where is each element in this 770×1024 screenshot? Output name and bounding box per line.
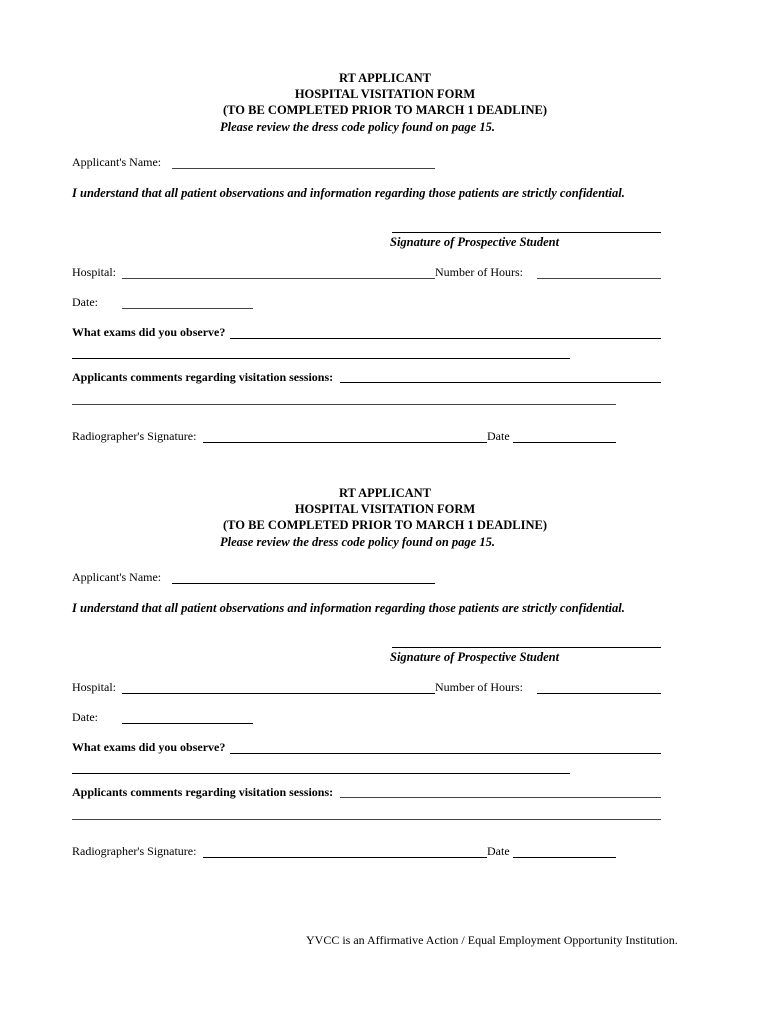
- comments-field-line2[interactable]: [72, 404, 616, 405]
- exams-field-line2[interactable]: [72, 358, 570, 359]
- confidentiality-statement: I understand that all patient observations and information regarding those patients are strictly confidential.: [72, 601, 625, 615]
- hospital-label: Hospital:: [72, 680, 116, 694]
- form-title-line3: (TO BE COMPLETED PRIOR TO MARCH 1 DEADLINE): [223, 518, 547, 532]
- form-title-line1: RT APPLICANT: [338, 486, 432, 500]
- hours-label: Number of Hours:: [435, 680, 523, 694]
- date-label: Date:: [72, 710, 98, 724]
- form-title-line2: HOSPITAL VISITATION FORM: [294, 502, 476, 516]
- confidentiality-statement: I understand that all patient observations and information regarding those patients are strictly confidential.: [72, 186, 625, 200]
- date-field[interactable]: [122, 723, 253, 724]
- radiographer-signature-label: Radiographer's Signature:: [72, 429, 197, 443]
- comments-label: Applicants comments regarding visitation sessions:: [72, 785, 334, 799]
- applicant-name-field[interactable]: [172, 583, 435, 584]
- exams-label: What exams did you observe?: [72, 325, 226, 339]
- comments-label: Applicants comments regarding visitation sessions:: [72, 370, 334, 384]
- applicant-name-field[interactable]: [172, 168, 435, 169]
- radiographer-signature-label: Radiographer's Signature:: [72, 844, 197, 858]
- applicant-name-label: Applicant's Name:: [72, 155, 162, 169]
- exams-field[interactable]: [230, 753, 661, 754]
- comments-field[interactable]: [340, 797, 661, 798]
- dress-code-note: Please review the dress code policy found on page 15.: [220, 120, 495, 134]
- hours-label: Number of Hours:: [435, 265, 523, 279]
- comments-field-line2[interactable]: [72, 819, 661, 820]
- form-title-line1: RT APPLICANT: [338, 71, 432, 85]
- date-field[interactable]: [122, 308, 253, 309]
- date2-field[interactable]: [513, 857, 616, 858]
- student-signature-caption: Signature of Prospective Student: [390, 650, 560, 664]
- visitation-form-1: [0, 0, 770, 443]
- hospital-field[interactable]: [122, 278, 435, 279]
- exams-field[interactable]: [230, 338, 661, 339]
- student-signature-caption: Signature of Prospective Student: [390, 235, 560, 249]
- date-label: Date:: [72, 295, 98, 309]
- dress-code-note: Please review the dress code policy found on page 15.: [220, 535, 495, 549]
- form-title-line2: HOSPITAL VISITATION FORM: [294, 87, 476, 101]
- date2-label: Date: [487, 844, 510, 858]
- hospital-label: Hospital:: [72, 265, 116, 279]
- exams-field-line2[interactable]: [72, 773, 570, 774]
- student-signature-field[interactable]: [392, 232, 661, 233]
- hours-field[interactable]: [537, 278, 661, 279]
- student-signature-field[interactable]: [392, 647, 661, 648]
- applicant-name-label: Applicant's Name:: [72, 570, 162, 584]
- hospital-field[interactable]: [122, 693, 435, 694]
- radiographer-signature-field[interactable]: [203, 857, 487, 858]
- date2-label: Date: [487, 429, 510, 443]
- hours-field[interactable]: [537, 693, 661, 694]
- visitation-form-2: [0, 415, 770, 858]
- footer-eeo-statement: YVCC is an Affirmative Action / Equal Employment Opportunity Institution.: [306, 933, 678, 947]
- form-title-line3: (TO BE COMPLETED PRIOR TO MARCH 1 DEADLINE): [223, 103, 547, 117]
- exams-label: What exams did you observe?: [72, 740, 226, 754]
- comments-field[interactable]: [340, 382, 661, 383]
